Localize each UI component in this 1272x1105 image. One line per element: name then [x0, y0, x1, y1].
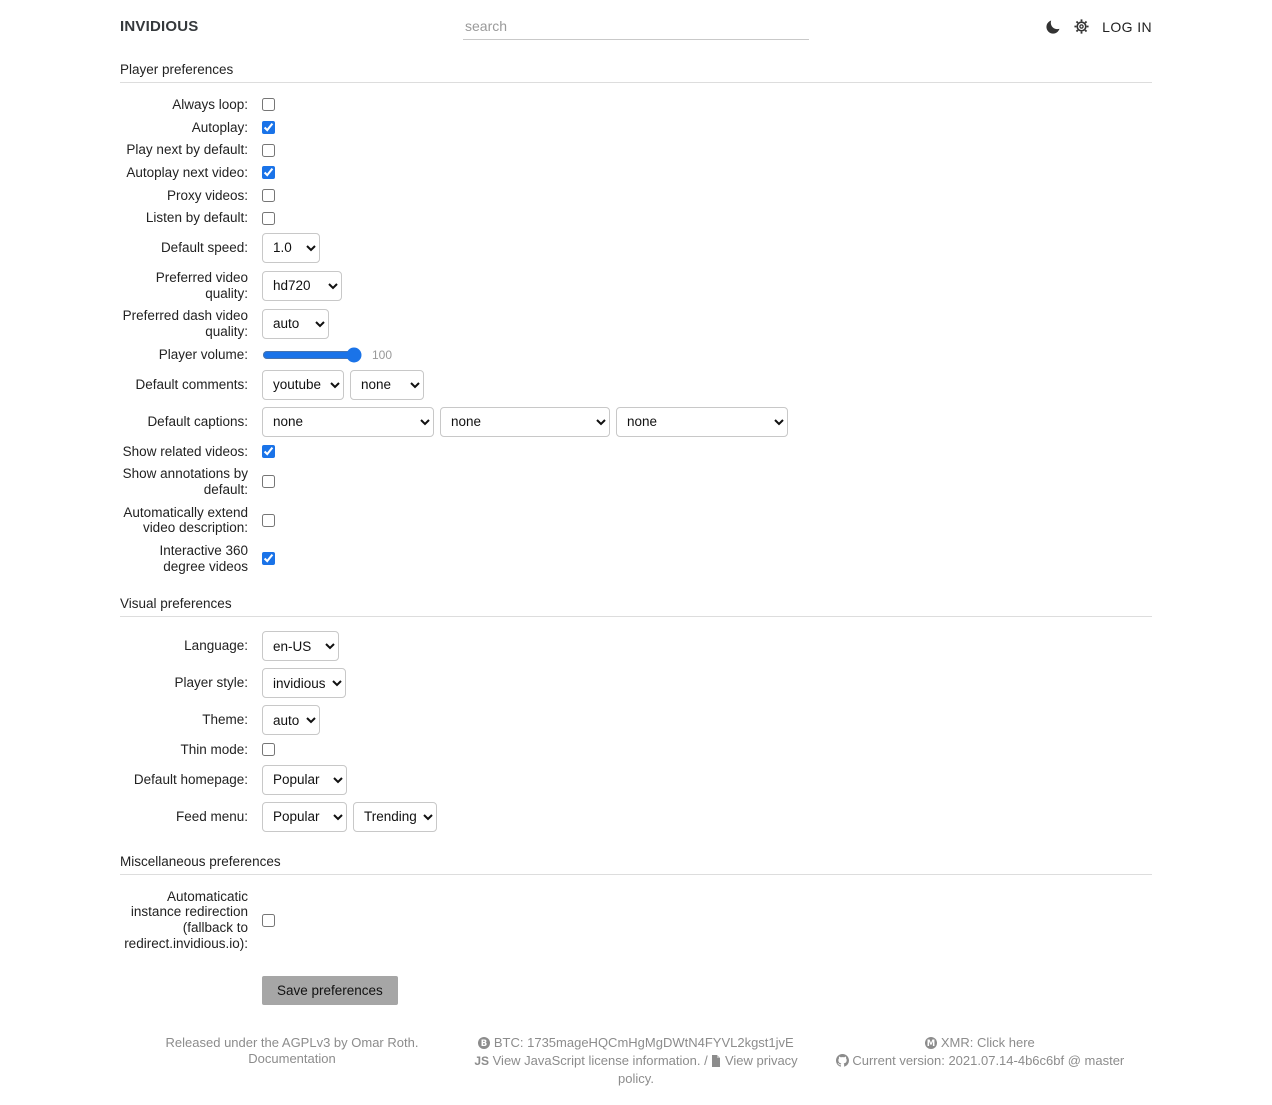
default-homepage-label: Default homepage:: [133, 771, 248, 787]
pref-row-captions: [120, 407, 1152, 437]
bitcoin-icon: [478, 1037, 490, 1053]
extend-desc-checkbox[interactable]: [262, 514, 275, 527]
version-text: Current version: 2021.07.14-4b6c6bf @ master: [852, 1053, 1125, 1069]
pref-row-vr360: [120, 543, 1152, 574]
comments-label: Default comments:: [135, 376, 248, 392]
dash-quality-select[interactable]: [262, 309, 329, 339]
player-style-select[interactable]: [262, 668, 346, 698]
video-quality-select[interactable]: [262, 271, 342, 301]
pref-row-auto-redirect: [120, 889, 1152, 952]
captions-third-select[interactable]: [616, 407, 788, 437]
search-input[interactable]: [463, 13, 809, 40]
comments-second-select[interactable]: [350, 370, 424, 400]
pref-row-video-quality: [120, 270, 1152, 301]
navbar-center: [463, 13, 809, 40]
pref-row-annotations: [120, 466, 1152, 497]
annotations-checkbox[interactable]: [262, 475, 275, 488]
captions-second-select[interactable]: [440, 407, 610, 437]
autoplay-label: Autoplay:: [191, 119, 248, 135]
monero-icon: [925, 1037, 937, 1053]
pref-row-play-next: [120, 142, 1152, 158]
privacy-policy-link[interactable]: View privacy policy.: [618, 1053, 798, 1087]
feed-menu-label: Feed menu:: [175, 808, 248, 824]
vr360-checkbox[interactable]: [262, 552, 275, 565]
section-divider: [120, 616, 1152, 617]
autoplay-next-checkbox[interactable]: [262, 166, 275, 179]
extend-desc-label: Automatically extend video description:: [123, 504, 248, 536]
js-license-link[interactable]: View JavaScript license information.: [492, 1053, 701, 1069]
thin-mode-checkbox[interactable]: [262, 743, 275, 756]
section-title-player: Player preferences: [120, 62, 234, 77]
language-select[interactable]: [262, 631, 339, 661]
default-speed-select[interactable]: [262, 233, 320, 263]
auto-redirect-label: Automaticatic instance redirection (fallback to redirect.invidious.io):: [124, 888, 248, 951]
save-preferences-button[interactable]: Save preferences: [262, 976, 398, 1005]
javascript-icon: JS: [474, 1054, 489, 1069]
xmr-text: XMR:: [940, 1035, 977, 1051]
pref-row-default-homepage: [120, 765, 1152, 795]
pref-row-player-style: [120, 668, 1152, 698]
pref-row-theme: [120, 705, 1152, 735]
pref-row-language: [120, 631, 1152, 661]
document-icon: [711, 1055, 721, 1071]
brand-link[interactable]: INVIDIOUS: [120, 18, 199, 35]
github-icon: [836, 1054, 849, 1071]
svg-text:M: M: [926, 1039, 936, 1050]
pref-row-listen-default: [120, 210, 1152, 226]
pref-row-dash-quality: [120, 308, 1152, 339]
theme-select[interactable]: [262, 705, 320, 735]
volume-value: 100: [372, 347, 393, 362]
pref-row-default-speed: [120, 233, 1152, 263]
section-title-visual: Visual preferences: [120, 596, 232, 612]
comments-first-select[interactable]: [262, 370, 344, 400]
feed-menu-first-select[interactable]: [262, 802, 347, 832]
listen-default-label: Listen by default:: [145, 210, 248, 226]
navbar-right: [809, 19, 1152, 35]
captions-first-select[interactable]: [262, 407, 434, 437]
top-navbar: [120, 0, 1152, 40]
documentation-link[interactable]: Documentation: [248, 1051, 336, 1067]
footer-middle: [464, 1035, 808, 1087]
footer: [120, 1035, 1152, 1087]
default-speed-label: Default speed:: [160, 240, 248, 256]
section-title-misc: Miscellaneous preferences: [120, 853, 281, 869]
pref-row-autoplay-next: [120, 165, 1152, 181]
pref-row-proxy-videos: [120, 188, 1152, 204]
proxy-videos-checkbox[interactable]: [262, 189, 275, 202]
footer-separator: /: [700, 1053, 712, 1069]
vr360-label: Interactive 360 degree videos: [159, 542, 248, 574]
feed-menu-second-select[interactable]: [353, 802, 437, 832]
video-quality-label: Preferred video quality:: [155, 269, 248, 301]
svg-text:B: B: [481, 1039, 488, 1050]
always-loop-checkbox[interactable]: [262, 98, 275, 111]
pref-row-extend-desc: [120, 505, 1152, 536]
captions-label: Default captions:: [147, 413, 248, 429]
autoplay-next-label: Autoplay next video:: [126, 164, 248, 180]
section-divider: [120, 874, 1152, 875]
moon-icon[interactable]: [1046, 19, 1061, 34]
pref-row-volume: [120, 347, 1152, 363]
related-videos-checkbox[interactable]: [262, 445, 275, 458]
pref-row-always-loop: [120, 97, 1152, 113]
listen-default-checkbox[interactable]: [262, 212, 275, 225]
footer-right: [808, 1035, 1152, 1087]
dash-quality-label: Preferred dash video quality:: [122, 308, 248, 339]
volume-label: Player volume:: [158, 346, 248, 362]
play-next-checkbox[interactable]: [262, 144, 275, 157]
section-divider: [120, 82, 1152, 83]
thin-mode-label: Thin mode:: [180, 742, 248, 758]
btc-address-text: BTC: 1735mageHQCmHgMgDWtN4FYVL2kgst1jvE: [493, 1035, 794, 1051]
pref-row-comments: [120, 370, 1152, 400]
footer-left: [120, 1035, 464, 1087]
always-loop-label: Always loop:: [172, 97, 248, 112]
pref-row-autoplay: [120, 120, 1152, 136]
play-next-label: Play next by default:: [126, 142, 248, 158]
related-videos-label: Show related videos:: [122, 443, 248, 459]
auto-redirect-checkbox[interactable]: [262, 914, 275, 927]
login-link[interactable]: LOG IN: [1102, 18, 1152, 35]
default-homepage-select[interactable]: [262, 765, 347, 795]
volume-slider[interactable]: [262, 347, 362, 363]
proxy-videos-label: Proxy videos:: [166, 187, 248, 203]
gear-icon[interactable]: [1074, 19, 1089, 34]
annotations-label: Show annotations by default:: [122, 466, 248, 497]
theme-label: Theme:: [202, 712, 248, 728]
pref-row-thin-mode: [120, 742, 1152, 758]
pref-row-related-videos: [120, 444, 1152, 460]
footer-license-text: Released under the AGPLv3 by Omar Roth.: [165, 1035, 419, 1051]
navbar-left: [120, 18, 463, 35]
player-style-label: Player style:: [174, 675, 248, 691]
pref-row-feed-menu: [120, 802, 1152, 832]
xmr-link[interactable]: Click here: [976, 1035, 1035, 1051]
autoplay-checkbox[interactable]: [262, 121, 275, 134]
language-label: Language:: [184, 638, 248, 654]
